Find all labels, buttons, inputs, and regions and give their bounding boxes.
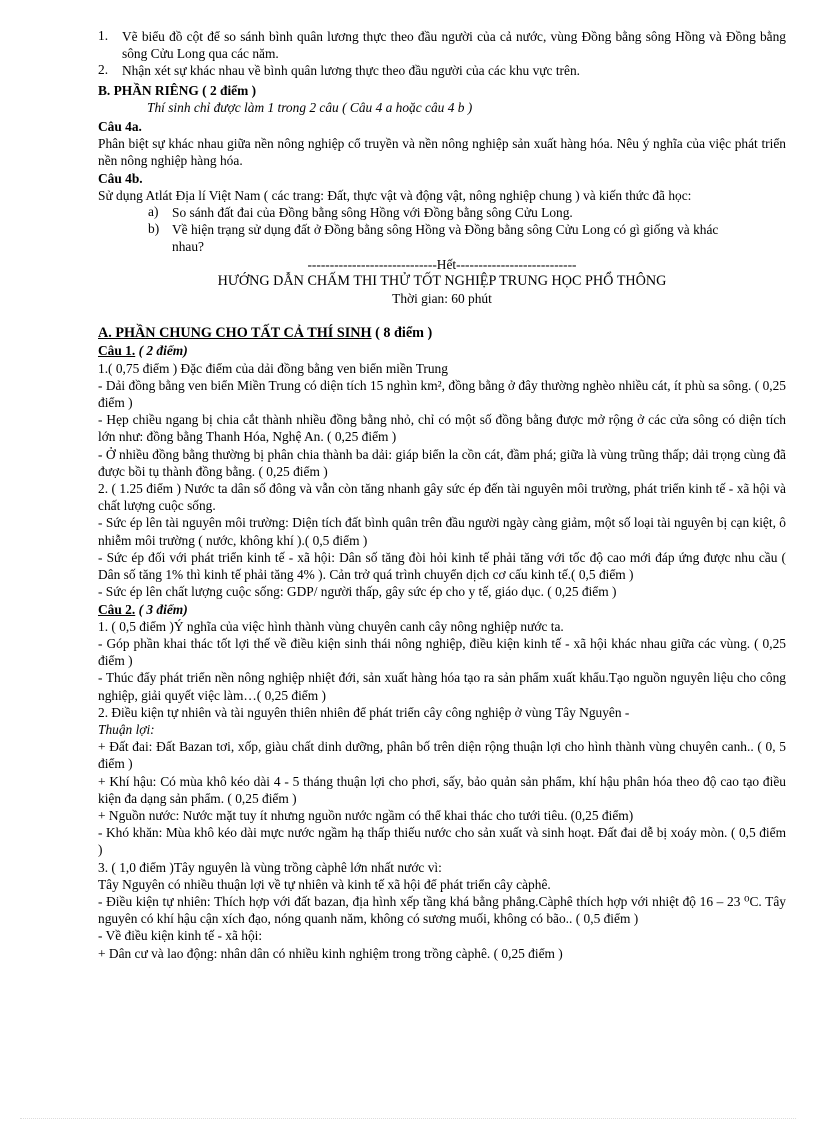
cau2-line: - Thúc đẩy phát triển nền nông nghiệp nhiệt đới, sản xuất hàng hóa tạo ra sản phẩm xuất khẩu.Tạo nguồn nguyên liệu cho công nghiệp, giải quyết việc làm…( 0,25 điểm ) <box>98 670 786 703</box>
cau2-line: - Góp phần khai thác tốt lợi thế về điều kiện sinh thái nông nghiệp, điều kiện kinh tế - xã hội khác nhau giữa các vùng. ( 0,25 điểm ) <box>98 635 786 669</box>
list-item <box>98 28 786 62</box>
section-a-heading-points: ( 8 điểm ) <box>371 325 433 342</box>
cau1-line: - Sức ép lên chất lượng cuộc sống: GDP/ người thấp, gây sức ép cho y tế, giáo dục. ( 0,25 điểm ) <box>98 584 617 600</box>
cau2-line: 2. Điều kiện tự nhiên và tài nguyên thiên nhiên để phát triển cây công nghiệp ở vùng Tây Nguyên - <box>98 704 630 720</box>
question-4b-text: Sử dụng Atlát Địa lí Việt Nam ( các trang: Đất, thực vật và động vật, nông nghiệp chung ) và kiến thức đã học: <box>98 187 692 203</box>
section-a-heading <box>98 325 786 342</box>
item-letter: a) <box>148 204 159 220</box>
item-text: Về hiện trạng sử dụng đất ở Đồng bằng sông Hồng và Đồng bằng sông Cửu Long có gì giống và khác nhau? <box>172 222 719 255</box>
cau2-heading <box>98 601 786 618</box>
list-text: Vẽ biểu đồ cột để so sánh bình quân lương thực theo đầu người của cả nước, vùng Đồng bằng sông Hồng và Đồng bằng sông Cửu Long qua các năm. <box>122 29 786 62</box>
cau1-heading <box>98 342 786 359</box>
cau1-line: 1.( 0,75 điểm ) Đặc điểm của dải đồng bằng ven biển miền Trung <box>98 360 448 376</box>
question-4b-item <box>98 221 786 255</box>
cau1-line: - Ở nhiều đồng bằng thường bị phân chia thành ba dải: giáp biển la cồn cát, đầm phá; giữa là vùng trũng thấp; dải trọng cùng đã được bồi tụ thành đồng bằng. ( 0,25 điểm ) <box>98 446 786 479</box>
question-4b-item <box>98 204 786 221</box>
cau1-line: 2. ( 1.25 điểm ) Nước ta dân số đông và vẫn còn tăng nhanh gây sức ép đến tài nguyên môi trường, phát triển kinh tế - xã hội và chất lượng cuộc sống. <box>98 481 786 514</box>
cau2-line: + Nguồn nước: Nước mặt tuy ít nhưng nguồn nước ngầm có thể khai thác cho tưới tiêu. (0,25 điểm) <box>98 807 634 823</box>
guide-time: Thời gian: 60 phút <box>392 291 492 307</box>
cau2-line: - Về điều kiện kinh tế - xã hội: <box>98 928 263 944</box>
cau2-points: ( 3 điểm) <box>135 601 188 617</box>
guide-title: HƯỚNG DẪN CHẤM THI THỬ TỐT NGHIỆP TRUNG HỌC PHỔ THÔNG <box>217 272 667 289</box>
cau2-line: - Khó khăn: Mùa khô kéo dài mực nước ngầm hạ thấp thiếu nước cho sản xuất và sinh hoạt. Đất đai dễ bị xoáy mòn. ( 0,5 điểm ) <box>98 825 786 858</box>
item-letter: b) <box>148 221 160 237</box>
thuan-loi-label: Thuận lợi: <box>98 721 155 737</box>
section-b-instruction: Thí sinh chỉ được làm 1 trong 2 câu ( Câu 4 a hoặc câu 4 b ) <box>147 99 473 115</box>
cau2-line: + Khí hậu: Có mùa khô kéo dài 4 - 5 tháng thuận lợi cho phơi, sấy, bảo quản sản phẩm, khí hậu phân hóa theo độ cao tạo điều kiện đa dạng sản phẩm. ( 0,25 điểm ) <box>98 773 786 806</box>
cau1-points: ( 2 điểm) <box>135 343 188 359</box>
cau2-line: - Điều kiện tự nhiên: Thích hợp với đất bazan, địa hình xếp tầng khá bằng phẳng.Càphê thích hợp với nhiệt độ 16 – 23 ⁰C. Tây nguyên có khí hậu cận xích đạo, nóng quanh năm, không có sương muối, không có bão.. ( 0,5 điểm ) <box>98 893 786 927</box>
cau2-line: Tây Nguyên có nhiều thuận lợi về tự nhiên và kinh tế xã hội để phát triển cây càphê. <box>98 876 551 892</box>
question-4b-label: Câu 4b. <box>98 170 143 186</box>
question-4a-label: Câu 4a. <box>98 119 142 135</box>
page-bottom-divider <box>20 1118 796 1119</box>
cau1-line: - Sức ép lên tài nguyên môi trường: Diện tích đất bình quân trên đầu người ngày càng giảm, một số loại tài nguyên bị cạn kiệt, ô nhiễm môi trường ( nước, không khí ).( 0,5 điểm ) <box>98 515 786 548</box>
cau2-label: Câu 2. <box>98 601 136 617</box>
item-text: So sánh đất đai của Đồng bằng sông Hồng với Đồng bằng sông Cửu Long. <box>172 205 573 221</box>
cau2-line: 1. ( 0,5 điểm )Ý nghĩa của việc hình thành vùng chuyên canh cây nông nghiệp nước ta. <box>98 618 564 634</box>
cau1-line: - Dải đồng bằng ven biển Miền Trung có diện tích 15 nghìn km², đồng bằng ở đây thường nghèo nhiều cát, ít phù sa sông. ( 0,25 điểm ) <box>98 377 786 411</box>
list-item <box>98 62 786 79</box>
question-4a-text: Phân biệt sự khác nhau giữa nền nông nghiệp cổ truyền và nền nông nghiệp sản xuất hàng hóa. Nêu ý nghĩa của việc phát triển nền nông nghiệp hàng hóa. <box>98 136 786 169</box>
cau2-line: 3. ( 1,0 điểm )Tây nguyên là vùng trồng càphê lớn nhất nước vì: <box>98 859 442 875</box>
section-a-heading-main: A. PHẦN CHUNG CHO TẤT CẢ THÍ SINH <box>98 325 372 342</box>
cau2-line: + Đất đai: Đất Bazan tơi, xốp, giàu chất dinh dưỡng, phân bố trên diện rộng thuận lợi cho hình thành vùng chuyên canh.. ( 0, 5 điểm ) <box>98 739 786 772</box>
cau1-label: Câu 1. <box>98 343 136 359</box>
end-line: -----------------------------Hết--------------------------- <box>307 256 577 272</box>
cau1-line: - Sức ép đối với phát triển kinh tế - xã hội: Dân số tăng đòi hỏi kinh tế phải tăng với tốc độ cao mới đáp ứng được nhu cầu ( Dân số tăng 1% thì kinh tế phải tăng 4% ). Cản trở quá trình chuyển dịch cơ cấu kinh tế.( 0,5 điểm ) <box>98 549 786 583</box>
section-b-heading: B. PHẦN RIÊNG ( 2 điểm ) <box>98 82 257 98</box>
list-text: Nhận xét sự khác nhau về bình quân lương thực theo đầu người của các khu vực trên. <box>122 63 580 79</box>
list-number: 1. <box>98 28 109 43</box>
cau2-line: + Dân cư và lao động: nhân dân có nhiều kinh nghiệm trong trồng càphê. ( 0,25 điểm ) <box>98 945 563 961</box>
list-number: 2. <box>98 62 109 78</box>
cau1-line: - Hẹp chiều ngang bị chia cắt thành nhiều đồng bằng nhỏ, chỉ có một số đồng bằng được mở rộng ở các cửa sông có diện tích lớn như: đồng bằng Thanh Hóa, Nghệ An. ( 0,25 điểm ) <box>98 412 786 445</box>
